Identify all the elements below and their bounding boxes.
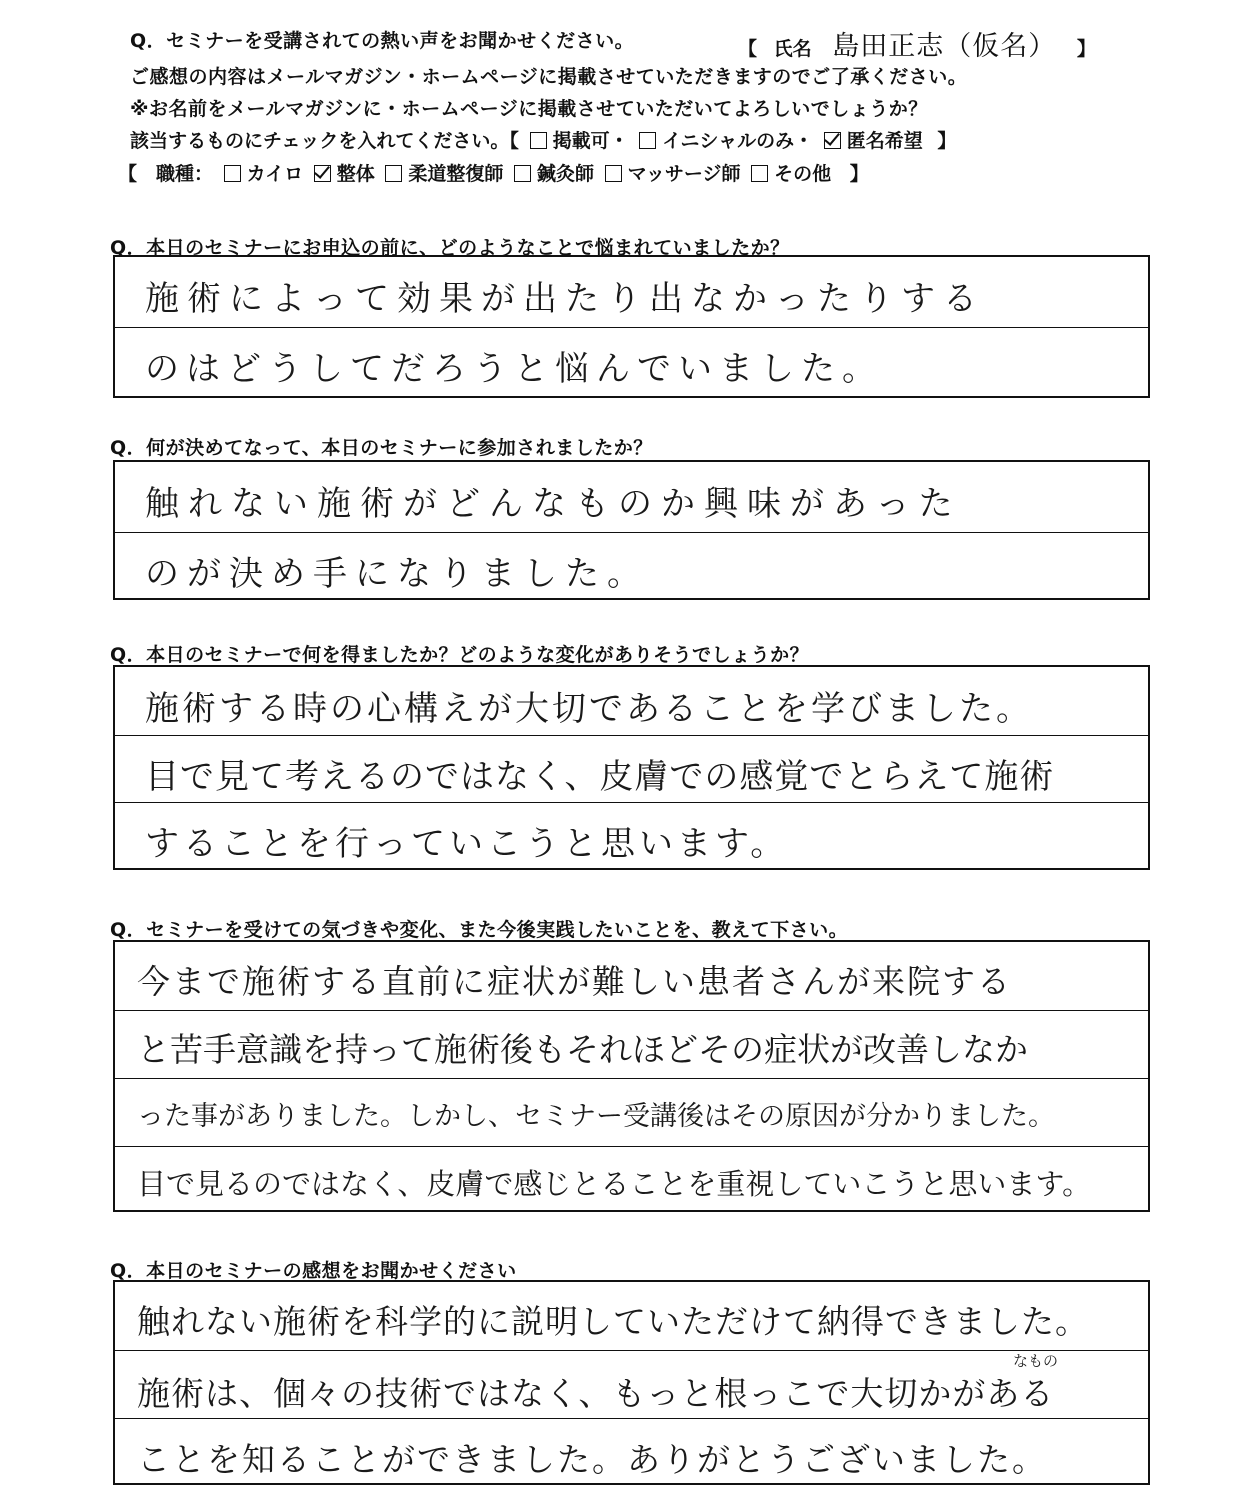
consent-option-label: イニシャルのみ (662, 130, 795, 152)
answer-2-line-1: 触れない施術がどんなものか興味があった (145, 484, 962, 524)
occupation-row (118, 163, 869, 185)
consent-row (130, 130, 956, 152)
intro-question: Q．セミナーを受講されての熱い声をお聞かせください。 (130, 30, 635, 52)
answer-1-line-1: 施術によって効果が出たり出なかったりする (145, 279, 985, 319)
name-bracket-open: 【 (738, 38, 758, 60)
question-4: Q．セミナーを受けての気づきや変化、また今後実践したいことを、教えて下さい。 (110, 919, 849, 941)
answer-5-line-1: 触れない施術を科学的に説明していただけて納得できました。 (137, 1302, 1089, 1341)
name-value: 島田正志（仮名） (832, 31, 1057, 62)
consent-option-label: 掲載可 (552, 130, 610, 152)
occupation-checkbox-chiro[interactable] (224, 165, 241, 182)
answer-ruled-line (115, 327, 1148, 328)
answer-2-line-2: のが決め手になりました。 (145, 554, 649, 594)
occupation-option-label: 柔道整復師 (408, 163, 504, 185)
answer-3-line-1: 施術する時の心構えが大切であることを学びました。 (145, 689, 1033, 729)
answer-5-line-2: 施術は、個々の技術ではなく、もっと根っこで大切かがある (137, 1374, 1055, 1413)
answer-ruled-line (115, 735, 1148, 736)
question-5: Q．本日のセミナーの感想をお聞かせください (110, 1260, 517, 1282)
question-1: Q．本日のセミナーにお申込の前に、どのようなことで悩まれていましたか？ (110, 237, 790, 259)
margin-insertion-note: なもの (1013, 1352, 1059, 1370)
occupation-checkbox-acupuncture[interactable] (514, 165, 531, 182)
answer-ruled-line (115, 802, 1148, 803)
answer-ruled-line (115, 1418, 1148, 1419)
separator: ・ (609, 130, 629, 152)
occupation-checkbox-seitai[interactable] (314, 165, 331, 182)
consent-checkbox-anonymous[interactable] (824, 132, 841, 149)
question-2: Q．何が決めてなって、本日のセミナーに参加されましたか？ (110, 437, 653, 459)
answer-ruled-line (115, 1010, 1148, 1011)
answer-ruled-line (115, 1350, 1148, 1351)
answer-3-line-3: することを行っていこうと思います。 (145, 824, 789, 864)
separator: ・ (794, 130, 814, 152)
name-label: 氏名 (773, 38, 812, 60)
consent-prefix: 該当するものにチェックを入れてください。【 (130, 130, 519, 152)
occupation-suffix: 】 (849, 163, 869, 185)
answer-4-line-1: 今まで施術する直前に症状が難しい患者さんが来院する (137, 962, 1012, 1001)
occupation-option-label: カイロ (246, 163, 304, 185)
publication-notice: ご感想の内容はメールマガジン・ホームページに掲載させていただきますのでご了承ください。 (130, 66, 968, 88)
answer-3-line-2: 目で見て考えるのではなく、皮膚での感覚でとらえて施術 (145, 757, 1055, 797)
answer-box-5 (113, 1280, 1150, 1485)
occupation-prefix: 【 職種： (118, 163, 214, 185)
occupation-checkbox-massage[interactable] (605, 165, 622, 182)
name-publication-question: ※お名前をメールマガジンに・ホームページに掲載させていただいてよろしいでしょうか？ (130, 98, 928, 120)
answer-box-1 (113, 255, 1150, 398)
answer-4-line-3: った事がありました。しかし、セミナー受講後はその原因が分かりました。 (137, 1101, 1055, 1132)
answer-box-2 (113, 460, 1150, 600)
name-field (738, 24, 1096, 63)
occupation-checkbox-judo[interactable] (385, 165, 402, 182)
consent-option-label: 匿名希望 (846, 130, 923, 152)
answer-ruled-line (115, 532, 1148, 533)
occupation-option-label: 整体 (336, 163, 375, 185)
answer-box-4 (113, 940, 1150, 1212)
occupation-option-label: 鍼灸師 (536, 163, 594, 185)
answer-ruled-line (115, 1078, 1148, 1079)
occupation-option-label: その他 (774, 163, 832, 185)
answer-1-line-2: のはどうしてだろうと悩んでいました。 (145, 349, 883, 389)
occupation-checkbox-other[interactable] (751, 165, 768, 182)
answer-5-line-3: ことを知ることができました。ありがとうございました。 (137, 1440, 1047, 1479)
answer-box-3 (113, 665, 1150, 870)
answer-4-line-4: 目で見るのではなく、皮膚で感じとることを重視していこうと思います。 (137, 1167, 1092, 1201)
answer-ruled-line (115, 1146, 1148, 1147)
question-3: Q．本日のセミナーで何を得ましたか？どのような変化がありそうでしょうか？ (110, 644, 810, 666)
name-bracket-close: 】 (1076, 38, 1096, 60)
occupation-option-label: マッサージ師 (627, 163, 741, 185)
consent-checkbox-publish[interactable] (530, 132, 547, 149)
answer-4-line-2: と苦手意識を持って施術後もそれほどその症状が改善しなか (137, 1030, 1028, 1069)
consent-checkbox-initials[interactable] (639, 132, 656, 149)
consent-suffix: 】 (937, 130, 957, 152)
